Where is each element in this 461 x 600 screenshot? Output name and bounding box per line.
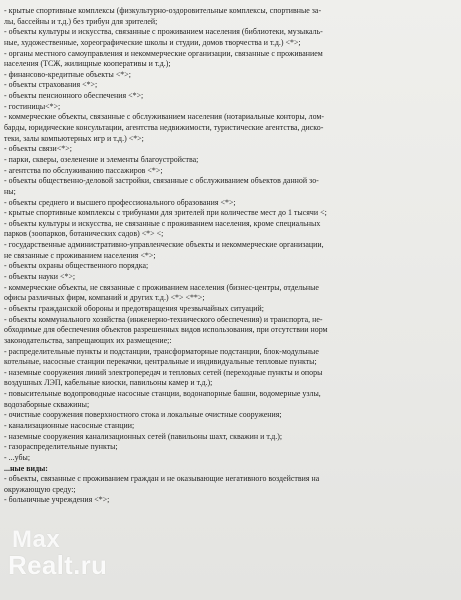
text-line: - объекты общественно-деловой застройки, связанные с обслуживанием объектов данной зо-	[4, 176, 319, 186]
text-line: - объекты культуры и искусства, не связанные с проживанием населения, кроме специальных	[4, 218, 321, 228]
text-line: водозаборные скважины;	[4, 399, 90, 409]
text-line: - объекты пенсионного обеспечения <*>;	[4, 91, 144, 101]
text-line: обходимые для обеспечения объектов разрешенных видов использования, при отсутствии норм	[4, 325, 328, 335]
text-line: - объекты культуры и искусства, связанные с проживанием населения (библиотеки, музыкаль-	[4, 27, 323, 37]
text-line: - объекты коммунального хозяйства (инженерно-технического обеспечения) и транспорта, не-	[4, 314, 323, 324]
text-line: - распределительные пункты и подстанции, трансформаторные подстанции, блок-модульные	[4, 346, 319, 356]
text-line: - объекты связи<*>;	[4, 144, 72, 154]
text-line: - газораспределительные пункты;	[4, 442, 118, 452]
text-line: - объекты гражданской обороны и предотвращения чрезвычайных ситуаций;	[4, 303, 264, 313]
text-line: не связанные с проживанием населения <*>;	[4, 250, 156, 260]
text-line: - агентства по обслуживанию пассажиров <*>;	[4, 165, 163, 175]
text-line: - очистные сооружения поверхностного стока и локальные очистные сооружения;	[4, 410, 282, 420]
text-line: - объекты, связанные с проживанием граждан и не оказывающие негативного воздействия на	[4, 474, 320, 484]
text-line: - финансово-кредитные объекты <*>;	[4, 69, 131, 79]
text-line: - органы местного самоуправления и некоммерческие организации, связанные с проживанием	[4, 48, 323, 58]
text-line: ные, художественные, хореографические школы и студии, домов творчества и т.д.) <*>;	[4, 37, 301, 47]
text-line: - государственные административно-управленческие объекты и некоммерческие организации,	[4, 240, 324, 250]
text-line: - крытые спортивные комплексы (физкультурно-оздоровительные комплексы, спортивные за-	[4, 6, 322, 15]
text-line: воздушных ЛЭП, кабельные киоски, павильоны камер и т.д.);	[4, 378, 213, 388]
text-line: - гостиницы<*>;	[4, 101, 61, 111]
text-line: теки, залы компьютерных игр и т.д.) <*>;	[4, 133, 144, 143]
text-line: - парки, скверы, озеленение и элементы благоустройства;	[4, 154, 199, 164]
text-line: - повысительные водопроводные насосные станции, водонапорные башни, водомерные узлы,	[4, 389, 321, 399]
text-line: ны;	[4, 186, 16, 196]
text-line: - объекты охраны общественного порядка;	[4, 261, 149, 271]
text-line: офисы различных фирм, компаний и других т.д.) <*> <**>;	[4, 293, 205, 303]
text-line: - крытые спортивные комплексы с трибунами для зрителей при количестве мест до 1 тысячи <;	[4, 208, 327, 218]
text-line: - коммерческие объекты, не связанные с проживанием населения (бизнес-центры, отдельные	[4, 282, 319, 292]
text-line: - объекты среднего и высшего профессионального образования <*>;	[4, 197, 236, 207]
text-line: законодательства, запрещающих их размещение;:	[4, 335, 172, 345]
text-line: - ...убы;	[4, 452, 31, 462]
text-line: ...ные виды:	[4, 463, 48, 473]
watermark-bottom: Realt.ru	[8, 550, 108, 580]
document-text	[4, 6, 456, 506]
text-line: - наземные сооружения канализационных сетей (павильоны шахт, скважин и т.д.);	[4, 431, 283, 441]
text-line: населения (ТСЖ, жилищные кооперативы и т.д.);	[4, 59, 171, 69]
watermark-top: Max	[12, 526, 61, 553]
watermark-logo	[8, 528, 178, 578]
text-line: - объекты науки <*>;	[4, 272, 76, 282]
text-line: - коммерческие объекты, связанные с обслуживанием населения (нотариальные конторы, лом-	[4, 112, 325, 122]
text-line: парков (зоопарков, ботанических садов) <*> <;	[4, 229, 164, 239]
text-line: лы, бассейны и т.д.) без трибун для зрителей;	[4, 16, 158, 26]
text-line: - наземные сооружения линий электропередач и тепловых сетей (переходные пункты и опоры	[4, 367, 323, 377]
text-line: - больничные учреждения <*>;	[4, 495, 110, 505]
text-line: окружающую среду:;	[4, 484, 76, 494]
text-line: барды, юридические консультации, агентства недвижимости, туристические агентства, диско-	[4, 123, 324, 133]
text-line: - объекты страхования <*>;	[4, 80, 98, 90]
text-line: котельные, насосные станции перекачки, центральные и индивидуальные тепловые пункты;	[4, 357, 317, 367]
text-line: - канализационные насосные станции;	[4, 420, 135, 430]
